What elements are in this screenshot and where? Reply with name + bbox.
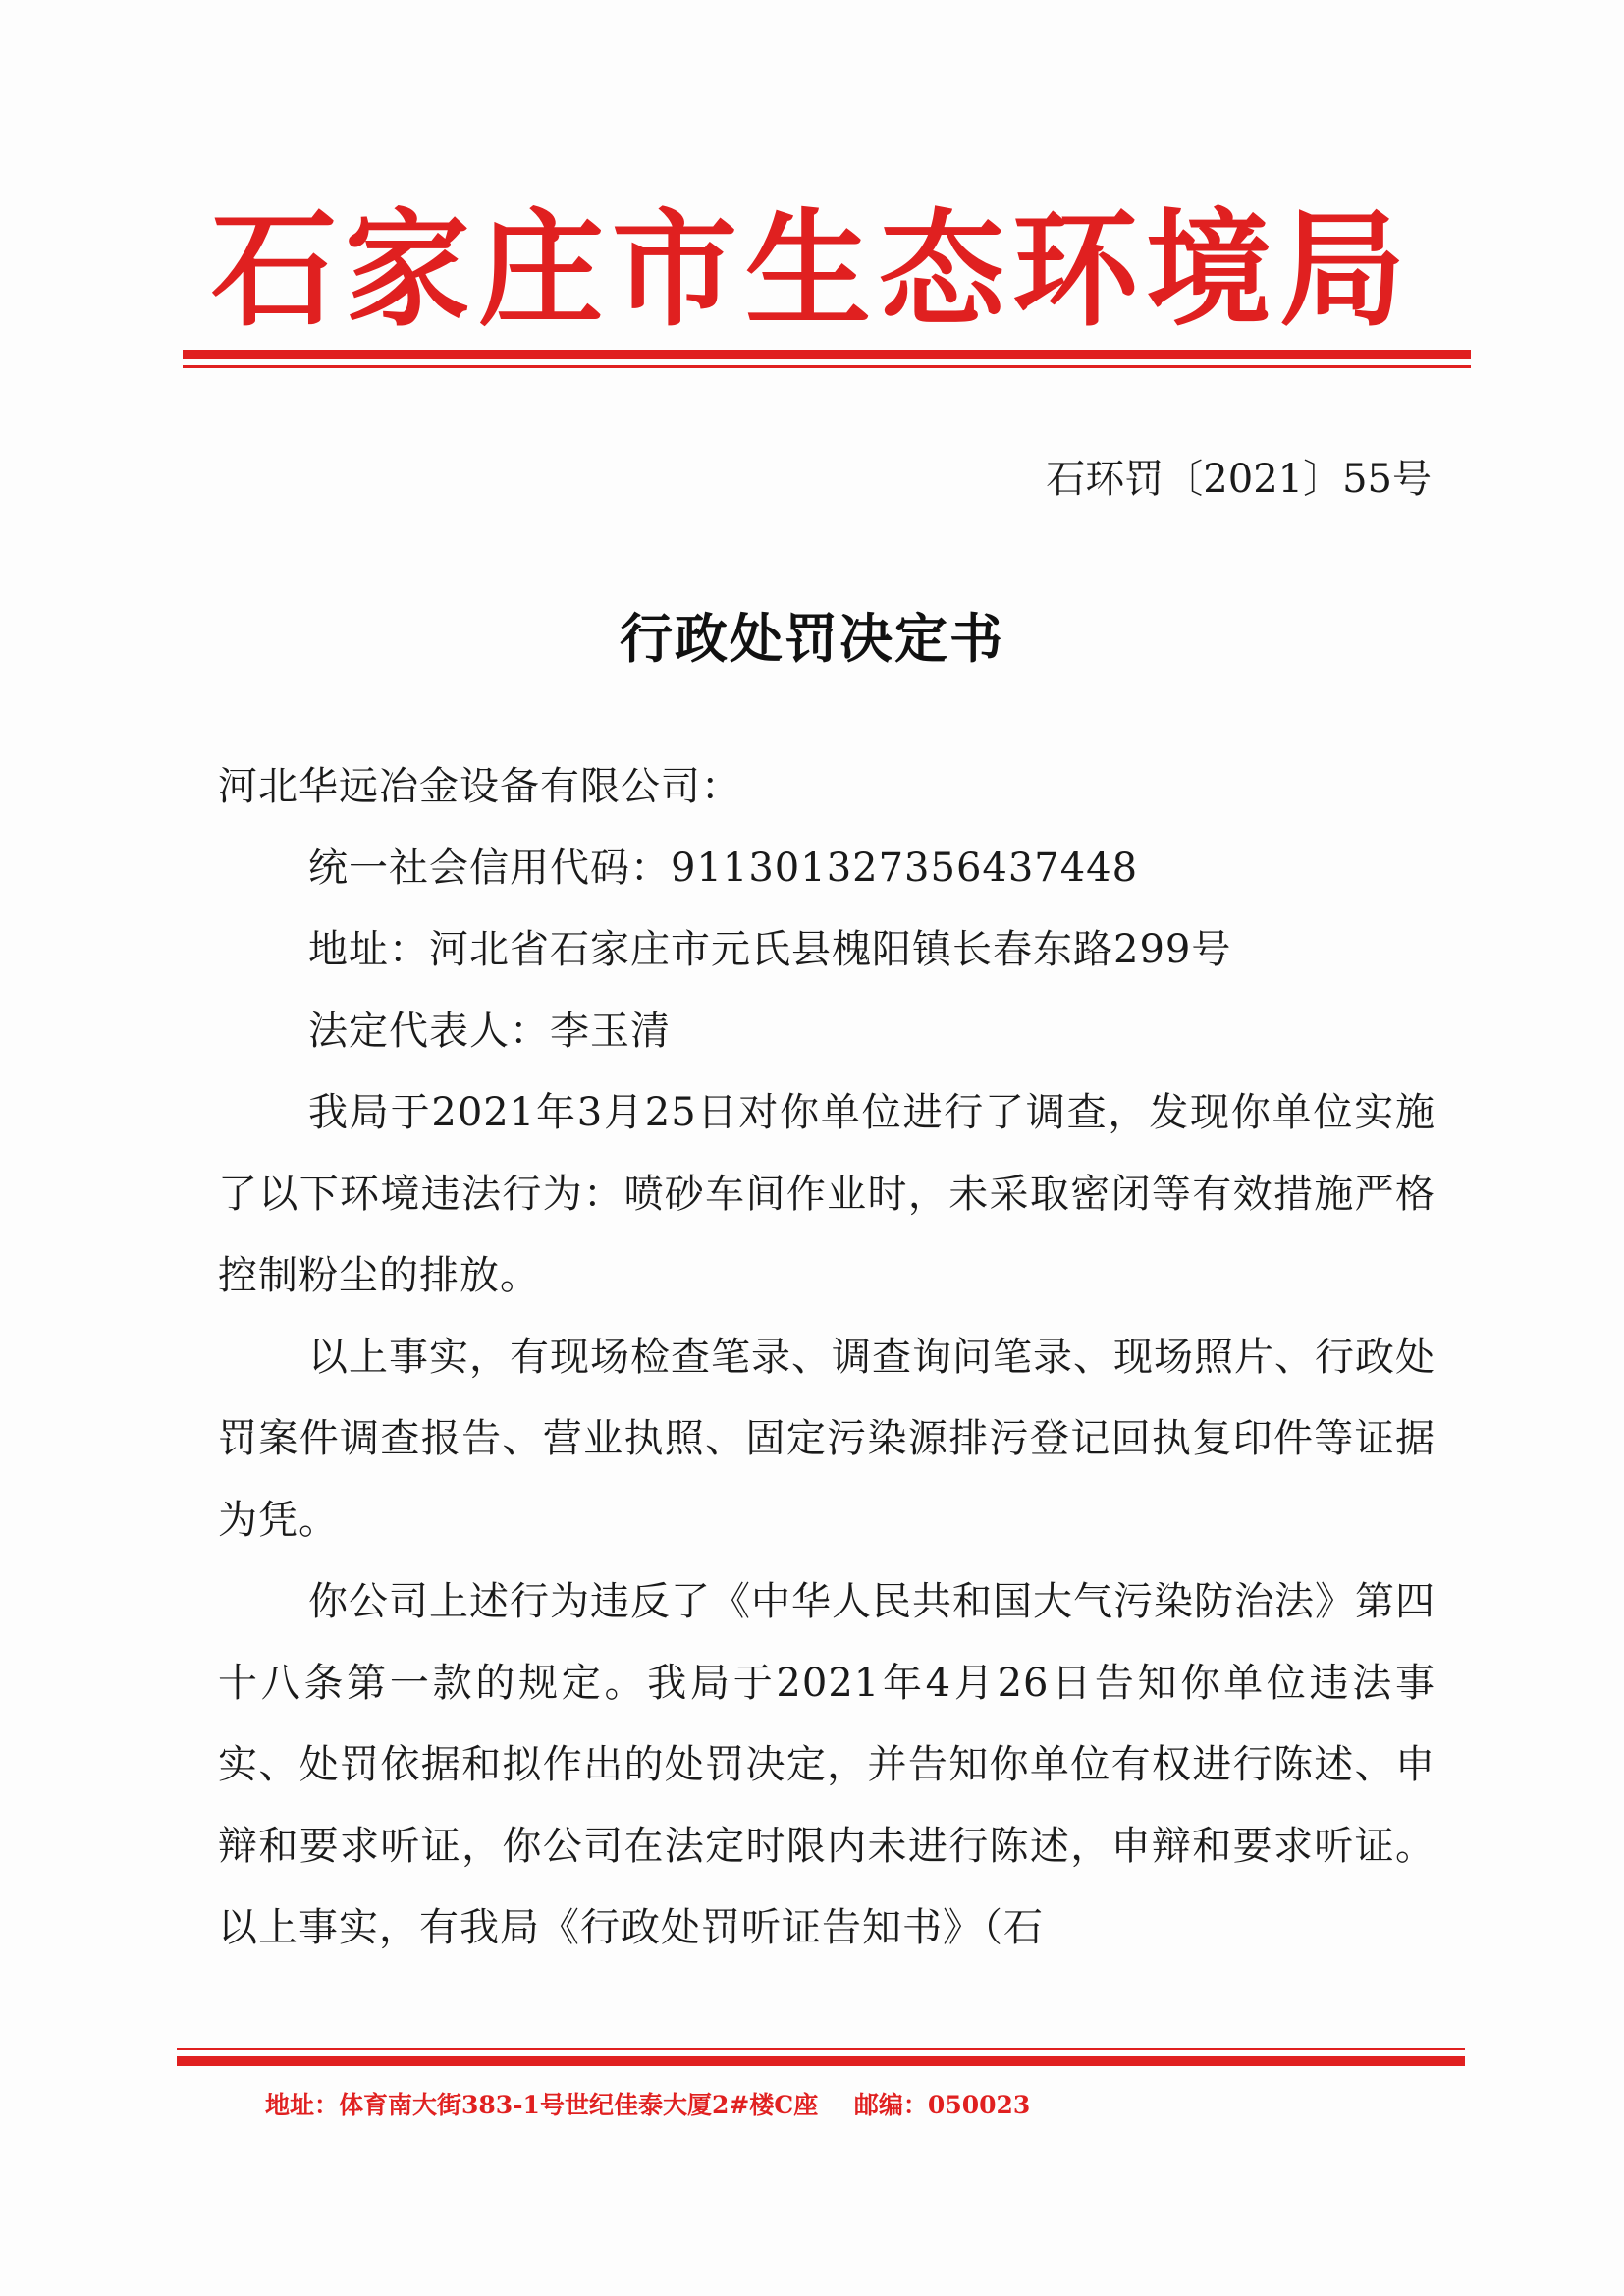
letterhead-red-rule-thick bbox=[183, 350, 1471, 359]
footer-red-rule-thick bbox=[177, 2056, 1465, 2066]
document-number: 石环罚〔2021〕55号 bbox=[1046, 457, 1432, 502]
letterhead-agency-name: 石家庄市生态环境局 bbox=[210, 196, 1413, 344]
address-line: 地址：河北省石家庄市元氏县槐阳镇长春东路299号 bbox=[308, 927, 1232, 972]
paragraph-evidence: 以上事实，有现场检查笔录、调查询问笔录、现场照片、行政处罚案件调查报告、营业执照、固定污染源排污登记回执复印件等证据为凭。 bbox=[218, 1335, 1435, 1543]
document-body bbox=[218, 746, 1435, 1969]
paragraph-violation: 我局于2021年3月25日对你单位进行了调查，发现你单位实施了以下环境违法行为：喷砂车间作业时，未采取密闭等有效措施严格控制粉尘的排放。 bbox=[218, 1090, 1435, 1298]
footer-address: 地址：体育南大街383-1号世纪佳泰大厦2#楼C座 bbox=[265, 2091, 819, 2119]
paragraph-legal-basis: 你公司上述行为违反了《中华人民共和国大气污染防治法》第四十八条第一款的规定。我局于2021年4月26日告知你单位违法事实、处罚依据和拟作出的处罚决定，并告知你单位有权进行陈述、申辩和要求听证，你公司在法定时限内未进行陈述，申辩和要求听证。以上事实，有我局《行政处罚听证告知书》（石 bbox=[218, 1579, 1435, 1950]
legal-representative-line: 法定代表人：李玉清 bbox=[308, 1009, 671, 1054]
footer-contact bbox=[265, 2086, 1057, 2125]
credit-code-line: 统一社会信用代码：911301327356437448 bbox=[308, 846, 1139, 891]
recipient-line: 河北华远冶金设备有限公司： bbox=[218, 764, 741, 809]
footer-red-rule-thin bbox=[177, 2048, 1465, 2050]
document-title: 行政处罚决定书 bbox=[620, 607, 1004, 670]
footer-postcode: 邮编：050023 bbox=[853, 2091, 1031, 2119]
letterhead-red-rule-thin bbox=[183, 365, 1471, 368]
